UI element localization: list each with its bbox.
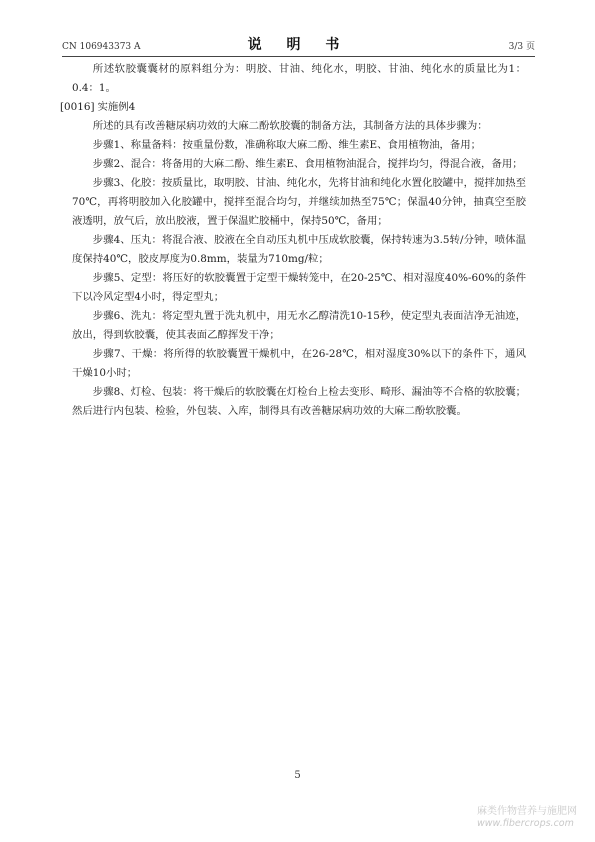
paragraph-step-6: 步骤6、洗丸：将定型丸置于洗丸机中，用无水乙醇清洗10-15秒，使定型丸表面洁净无油迹，放出，得到软胶囊，使其表面乙醇挥发干净；: [72, 310, 526, 341]
page-indicator: 3/3 页: [508, 42, 535, 52]
paragraph-step-4: 步骤4、压丸：将混合液、胶液在全自动压丸机中压成软胶囊，保持转速为3.5转/分钟，喷体温度保持40℃，胶皮厚度为0.8mm，装量为710mg/粒；: [72, 234, 526, 265]
document-body: [60, 60, 526, 421]
paragraph-step-2: 步骤2、混合：将备用的大麻二酚、维生素E、食用植物油混合，搅拌均匀，得混合液，备用；: [92, 158, 523, 170]
watermark-url: www.fibercrops.com: [477, 818, 574, 829]
paragraph-step-3: 步骤3、化胶：按质量比，取明胶、甘油、纯化水，先将甘油和纯化水置化胶罐中，搅拌加热至70℃，再将明胶加入化胶罐中，搅拌至混合均匀，并继续加热至75℃；保温40分钟，抽真空至胶液透明，放气后，放出胶液，置于保温贮胶桶中，保持50℃，备用；: [72, 177, 526, 227]
header-divider: [62, 56, 535, 57]
paragraph-example-heading: [60, 98, 526, 117]
document-title: 说 明 书: [247, 37, 350, 53]
example-heading: 实施例4: [97, 101, 136, 113]
page-number: 5: [294, 770, 301, 781]
paragraph-step-5: 步骤5、定型：将压好的软胶囊置于定型干燥转笼中，在20-25℃、相对湿度40%-60%的条件下以冷风定型4小时，得定型丸；: [72, 272, 526, 303]
site-watermark: [477, 806, 577, 830]
paragraph-step-8: 步骤8、灯检、包装：将干燥后的软胶囊在灯检台上检去变形、畸形、漏油等不合格的软胶囊；然后进行内包装、检验，外包装、入库，制得具有改善糖尿病功效的大麻二酚软胶囊。: [72, 386, 526, 417]
paragraph-step-7: 步骤7、干燥：将所得的软胶囊置干燥机中，在26-28℃，相对湿度30%以下的条件下，通风干燥10小时；: [72, 348, 526, 379]
paragraph-material-ratio: 所述软胶囊囊材的原料组分为：明胶、甘油、纯化水，明胶、甘油、纯化水的质量比为1：0.4：1。: [72, 63, 526, 94]
page-header: [62, 34, 535, 56]
paragraph-step-1: 步骤1、称量备料：按重量份数，准确称取大麻二酚、维生素E、食用植物油，备用；: [92, 139, 482, 151]
watermark-site-name: 麻类作物营养与施肥网: [477, 806, 577, 817]
patent-number: CN 106943373 A: [62, 42, 141, 52]
paragraph-number: [0016]: [60, 101, 95, 113]
paragraph-method-intro: 所述的具有改善糖尿病功效的大麻二酚软胶囊的制备方法，其制备方法的具体步骤为：: [92, 120, 488, 132]
